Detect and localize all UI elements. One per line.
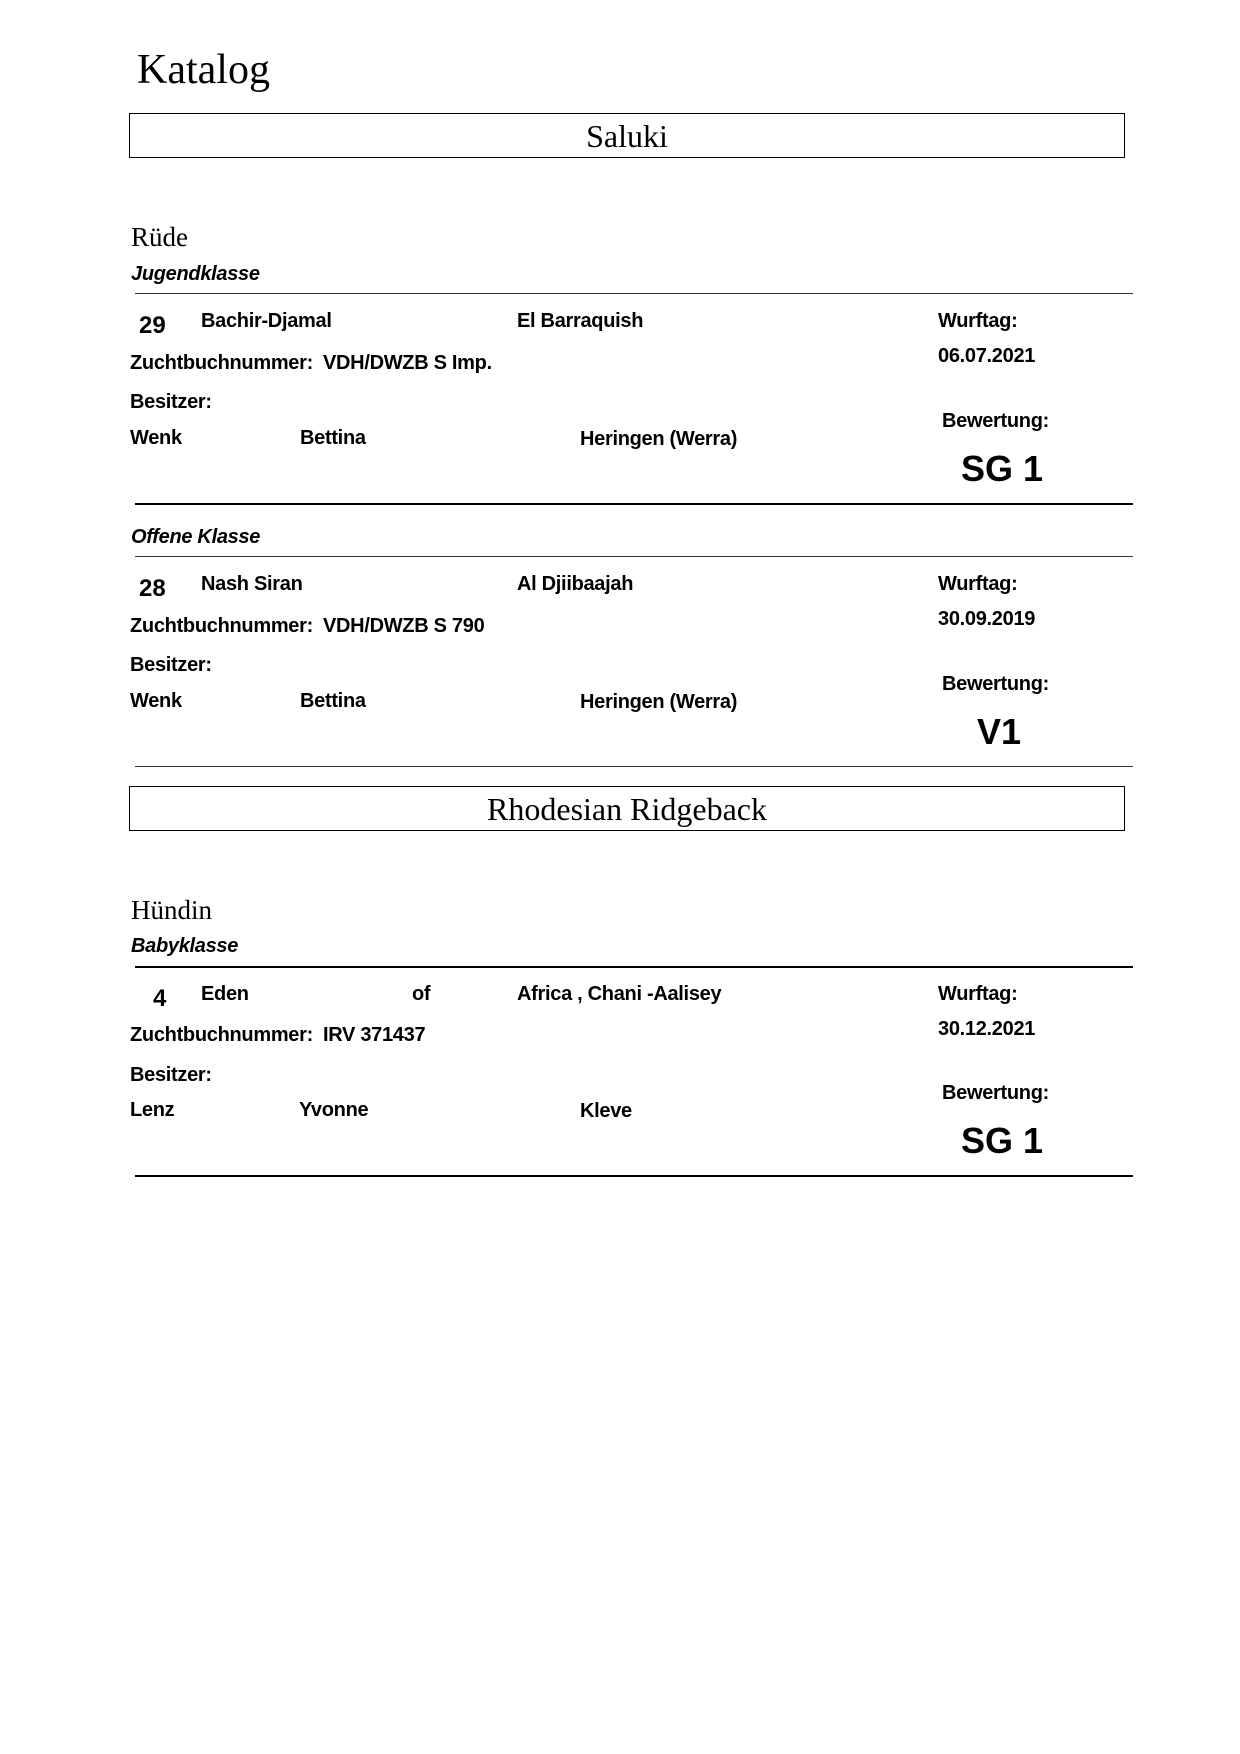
rating-value: SG 1 [961, 448, 1044, 489]
birth-date-label: Wurftag: [938, 310, 1018, 332]
owner-last-name: Wenk [130, 427, 182, 449]
owner-first-name: Bettina [300, 427, 366, 449]
kennel-name: El Barraquish [517, 310, 644, 332]
owner-first-name: Yvonne [299, 1099, 369, 1121]
class-label: Babyklasse [131, 935, 239, 957]
rating-label: Bewertung: [942, 410, 1050, 432]
studbook-label: Zuchtbuchnummer: [130, 352, 313, 374]
rating-value: V1 [977, 711, 1022, 752]
rating-value: SG 1 [961, 1120, 1044, 1161]
class-label: Offene Klasse [131, 526, 261, 548]
studbook-number: VDH/DWZB S Imp. [323, 352, 492, 374]
birth-date: 30.12.2021 [938, 1018, 1036, 1040]
dog-name-part2: of [412, 983, 431, 1005]
kennel-name: Africa , Chani -Aalisey [517, 983, 722, 1005]
birth-date-label: Wurftag: [938, 573, 1018, 595]
owner-label: Besitzer: [130, 1064, 212, 1086]
dog-name: Nash Siran [201, 573, 303, 595]
catalog-number: 28 [139, 575, 166, 602]
birth-date: 06.07.2021 [938, 345, 1036, 367]
kennel-name: Al Djiibaajah [517, 573, 634, 595]
owner-label: Besitzer: [130, 391, 212, 413]
class-label: Jugendklasse [131, 263, 260, 285]
studbook-label: Zuchtbuchnummer: [130, 1024, 313, 1046]
breed-name: Saluki [586, 118, 668, 154]
owner-city: Heringen (Werra) [580, 691, 738, 713]
owner-city: Heringen (Werra) [580, 428, 738, 450]
owner-label: Besitzer: [130, 654, 212, 676]
breed-name: Rhodesian Ridgeback [487, 791, 767, 827]
birth-date: 30.09.2019 [938, 608, 1036, 630]
sex-label: Hündin [131, 895, 212, 925]
catalog-number: 29 [139, 312, 166, 339]
owner-last-name: Wenk [130, 690, 182, 712]
owner-last-name: Lenz [130, 1099, 175, 1121]
breed-header-rhodesian-ridgeback [129, 786, 1125, 831]
birth-date-label: Wurftag: [938, 983, 1018, 1005]
studbook-number: VDH/DWZB S 790 [323, 615, 485, 637]
dog-name: Bachir-Djamal [201, 310, 332, 332]
catalog-entry [0, 966, 1240, 1166]
catalog-entry [0, 556, 1240, 756]
rating-label: Bewertung: [942, 673, 1050, 695]
divider [135, 766, 1133, 767]
divider [135, 503, 1133, 505]
studbook-label: Zuchtbuchnummer: [130, 615, 313, 637]
dog-name: Eden [201, 983, 249, 1005]
sex-label: Rüde [131, 222, 188, 252]
studbook-number: IRV 371437 [323, 1024, 426, 1046]
owner-first-name: Bettina [300, 690, 366, 712]
divider [135, 1175, 1133, 1177]
page-title: Katalog [137, 47, 270, 93]
catalog-entry [0, 293, 1240, 493]
owner-city: Kleve [580, 1100, 632, 1122]
catalog-number: 4 [153, 985, 167, 1012]
rating-label: Bewertung: [942, 1082, 1050, 1104]
breed-header-saluki [129, 113, 1125, 158]
